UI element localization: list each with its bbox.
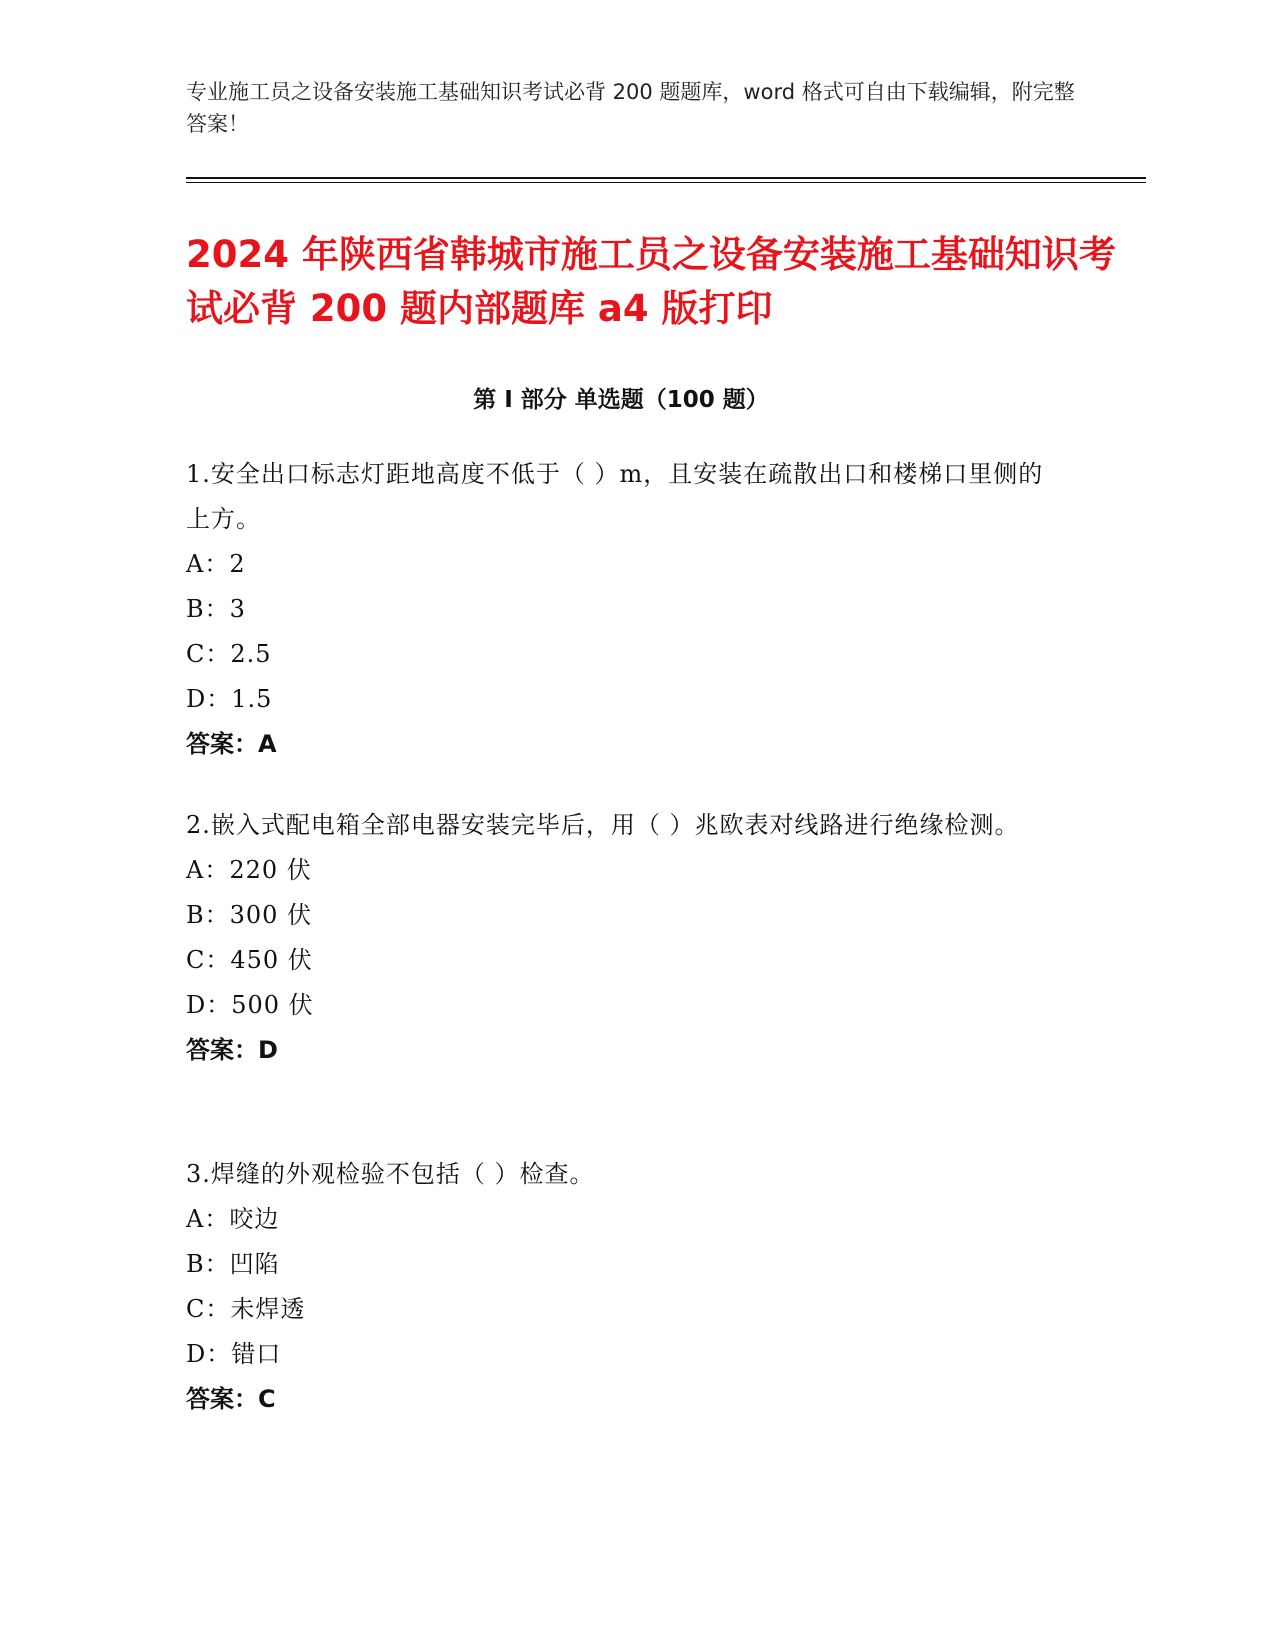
option-b: B：凹陷 <box>186 1250 280 1278</box>
option-a: A：220 伏 <box>186 856 312 884</box>
option-c: C：2.5 <box>186 640 272 668</box>
answer-line: 答案：C <box>186 1385 276 1413</box>
question-block <box>186 452 1066 767</box>
option-d: D：1.5 <box>186 685 273 713</box>
header-rule-thin <box>186 182 1146 183</box>
option-d: D：500 伏 <box>186 991 314 1019</box>
answer-line: 答案：A <box>186 730 277 758</box>
question-text: 3.焊缝的外观检验不包括（ ）检查。 <box>186 1160 595 1188</box>
option-a: A：2 <box>186 550 246 578</box>
option-b: B：300 伏 <box>186 901 313 929</box>
option-b: B：3 <box>186 595 246 623</box>
option-c: C：450 伏 <box>186 946 313 974</box>
section-title: 第 I 部分 单选题（100 题） <box>473 387 769 413</box>
question-text: 2.嵌入式配电箱全部电器安装完毕后，用（ ）兆欧表对线路进行绝缘检测。 <box>186 811 1020 839</box>
option-a: A：咬边 <box>186 1205 280 1233</box>
question-block <box>186 1152 1066 1422</box>
question-text: 1.安全出口标志灯距地高度不低于（ ）m，且安装在疏散出口和楼梯口里侧的上方。 <box>186 460 1044 533</box>
document-title: 2024 年陕西省韩城市施工员之设备安装施工基础知识考试必背 200 题内部题库 a4 版打印 <box>186 233 1116 330</box>
option-c: C：未焊透 <box>186 1295 306 1323</box>
header-rule-thick <box>186 177 1146 179</box>
option-d: D：错口 <box>186 1340 282 1368</box>
question-block <box>186 803 1066 1073</box>
answer-line: 答案：D <box>186 1036 278 1064</box>
header-note: 专业施工员之设备安装施工基础知识考试必背 200 题题库，word 格式可自由下载编辑，附完整答案！ <box>186 80 1075 136</box>
